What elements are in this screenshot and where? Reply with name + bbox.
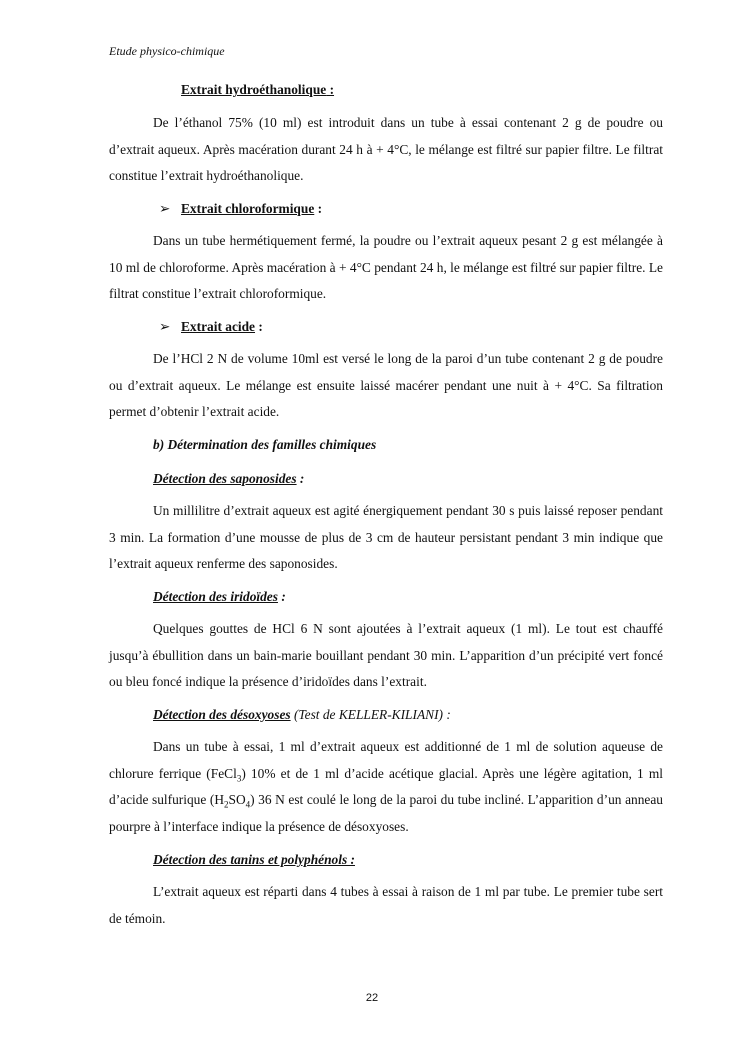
running-header: Etude physico-chimique (109, 44, 225, 58)
paragraph-chloroformique: Dans un tube hermétiquement fermé, la poudre ou l’extrait aqueux pesant 2 g est mélangée à 10 ml de chloroforme. Après macération à + 4°C pendant 24 h, le mélange est filtré sur papier filtre. Le filtrat constitue l’extrait chloroformique. (109, 233, 663, 301)
arrow-bullet-icon: ➢ (159, 201, 171, 216)
paragraph-tanins: L’extrait aqueux est réparti dans 4 tubes à essai à raison de 1 ml par tube. Le premier tube sert de témoin. (109, 884, 663, 926)
text-run: Dans un tube à essai, 1 ml d’extrait aqueux est additionné de 1 ml de solution aqueuse de chlorure ferrique (FeCl (109, 739, 663, 781)
paragraph-acide: De l’HCl 2 N de volume 10ml est versé le long de la paroi d’un tube contenant 2 g de poudre ou d’extrait aqueux. Le mélange est ensuite laissé macérer pendant une nuit à + 4°C. Sa filtration permet d’obtenir l’extrait acide. (109, 351, 663, 419)
heading-title: Détection des saponosides (153, 471, 297, 486)
heading-extrait-acide (109, 317, 713, 337)
heading-desoxyoses (109, 705, 707, 725)
paragraph-saponosides: Un millilitre d’extrait aqueux est agité énergiquement pendant 30 s puis laissé reposer pendant 3 min. La formation d’une mousse de plus de 3 cm de hauteur persistant pendant 3 min indique que l’extrait aqueux renferme des saponosides. (109, 503, 663, 571)
heading-title: Extrait hydroéthanolique (181, 82, 327, 97)
heading-determination: b) Détermination des familles chimiques (153, 437, 377, 452)
heading-colon: : (326, 82, 335, 97)
heading-colon: : (255, 319, 263, 334)
paragraph-desoxyoses (109, 734, 663, 840)
heading-iridoides (109, 587, 707, 607)
heading-tanins (109, 850, 707, 870)
heading-colon: : (314, 201, 323, 216)
heading-title: Extrait acide (181, 319, 256, 334)
text-run: SO (228, 792, 246, 807)
heading-title: Extrait chloroformique (181, 201, 315, 216)
text-run: ) 10% et de 1 ml d’acide acétique glacial. Après une légère agitation, 1 ml d’acide sulfurique (H (109, 765, 664, 807)
heading-saponosides (109, 469, 707, 489)
page-number: 22 (365, 992, 379, 1004)
paragraph-hydroethanolique: De l’éthanol 75% (10 ml) est introduit dans un tube à essai contenant 2 g de poudre ou d’extrait aqueux. Après macération durant 24 h à + 4°C, le mélange est filtré sur papier filtre. Le filtrat constitue l’extrait hydroéthanolique. (109, 115, 663, 183)
heading-colon: : (277, 589, 286, 604)
test-name: Test de KELLER-KILIANI) : (298, 707, 451, 722)
heading-extrait-chloroformique (109, 199, 713, 219)
subscript: 3 (236, 773, 242, 784)
arrow-bullet-icon: ➢ (159, 319, 171, 334)
heading-title: Détection des tanins et polyphénols : (153, 852, 355, 867)
paren-open: ( (290, 707, 299, 722)
heading-title: Détection des désoxyoses (153, 707, 291, 722)
subscript: 4 (245, 799, 251, 810)
heading-colon: : (296, 471, 305, 486)
text-run: ) 36 N est coulé le long de la paroi du tube incliné. L’apparition d’un anneau pourpre à l’interface indique la présence de désoxyoses. (109, 792, 663, 834)
heading-extrait-hydroethanolique (109, 80, 735, 100)
subscript: 2 (224, 799, 229, 810)
heading-title: Détection des iridoïdes (153, 589, 278, 604)
paragraph-iridoides: Quelques gouttes de HCl 6 N sont ajoutées à l’extrait aqueux (1 ml). Le tout est chauffé jusqu’à ébullition dans un bain-marie bouillant pendant 30 min. L’apparition d’un précipité vert foncé ou bleu foncé indique la présence d’iridoïdes dans l’extrait. (109, 621, 663, 689)
